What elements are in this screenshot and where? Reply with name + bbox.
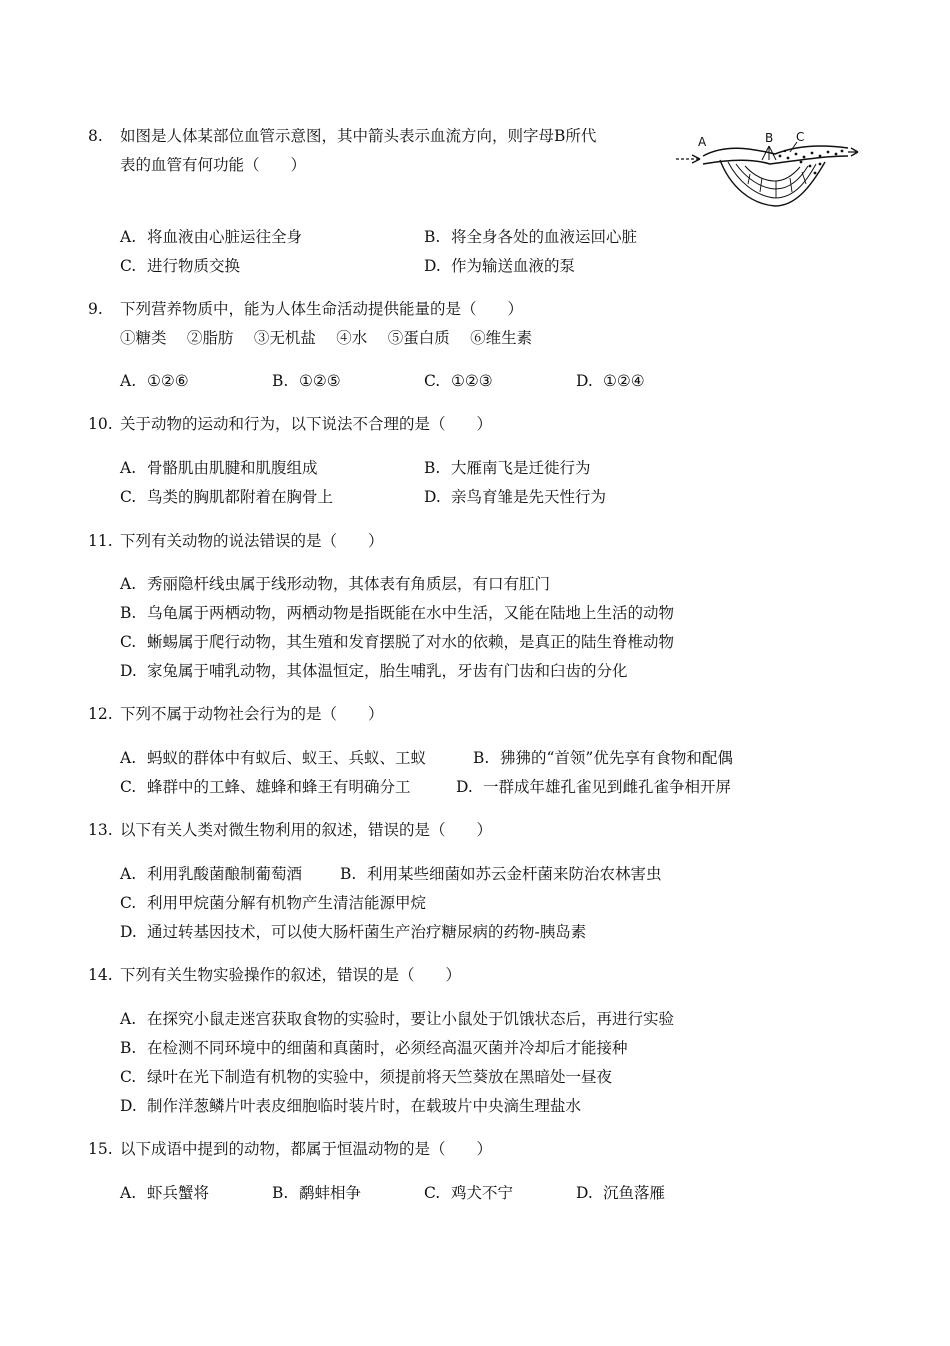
option-a[interactable]: A. 将血液由心脏运往全身 bbox=[120, 228, 303, 246]
option-d[interactable]: D. 作为输送血液的泵 bbox=[424, 257, 576, 275]
question-14 bbox=[88, 965, 461, 985]
option-d[interactable]: D. 通过转基因技术，可以使大肠杆菌生产治疗糖尿病的药物-胰岛素 bbox=[120, 923, 587, 941]
question-number: 11. bbox=[88, 532, 113, 550]
option-a[interactable]: A. 蚂蚁的群体中有蚁后、蚁王、兵蚁、工蚁 bbox=[120, 749, 427, 767]
option-c[interactable]: C. ①②③ bbox=[424, 372, 493, 390]
option-a[interactable]: A. 在探究小鼠走迷宫获取食物的实验时，要让小鼠处于饥饿状态后，再进行实验 bbox=[120, 1010, 675, 1028]
question-number: 8. bbox=[88, 127, 103, 145]
question-choices-list: ①糖类 ②脂肪 ③无机盐 ④水 ⑤蛋白质 ⑥维生素 bbox=[120, 329, 533, 347]
option-d[interactable]: D. ①②④ bbox=[576, 372, 645, 390]
option-c[interactable]: C. 进行物质交换 bbox=[120, 257, 241, 275]
option-b[interactable]: B. 乌龟属于两栖动物，两栖动物是指既能在水中生活，又能在陆地上生活的动物 bbox=[120, 604, 675, 622]
option-a[interactable]: A. 秀丽隐杆线虫属于线形动物，其体表有角质层，有口有肛门 bbox=[120, 575, 551, 593]
option-d[interactable]: D. 沉鱼落雁 bbox=[576, 1184, 666, 1202]
question-stem: 下列有关动物的说法错误的是（ ） bbox=[120, 532, 384, 550]
question-13 bbox=[88, 820, 492, 840]
option-b[interactable]: B. 将全身各处的血液运回心脏 bbox=[424, 228, 638, 246]
option-c[interactable]: C. 蜂群中的工蜂、雄蜂和蜂王有明确分工 bbox=[120, 778, 411, 796]
question-10 bbox=[88, 414, 492, 434]
option-c[interactable]: C. 绿叶在光下制造有机物的实验中，须提前将天竺葵放在黑暗处一昼夜 bbox=[120, 1068, 613, 1086]
option-c[interactable]: C. 鸡犬不宁 bbox=[424, 1184, 514, 1202]
question-number: 10. bbox=[88, 415, 113, 433]
option-a[interactable]: A. ①②⑥ bbox=[120, 372, 189, 390]
option-c[interactable]: C. 利用甲烷菌分解有机物产生清洁能源甲烷 bbox=[120, 894, 427, 912]
question-stem: 下列有关生物实验操作的叙述，错误的是（ ） bbox=[120, 966, 462, 984]
question-number: 9. bbox=[88, 300, 103, 318]
question-stem: 如图是人体某部位血管示意图，其中箭头表示血流方向，则字母B所代 bbox=[120, 127, 597, 145]
option-b[interactable]: B. 狒狒的“首领”优先享有食物和配偶 bbox=[473, 749, 733, 767]
question-stem: 关于动物的运动和行为，以下说法不合理的是（ ） bbox=[120, 415, 493, 433]
label-a: A bbox=[698, 135, 707, 149]
option-d[interactable]: D. 一群成年雄孔雀见到雌孔雀争相开屏 bbox=[456, 778, 732, 796]
question-stem: 以下有关人类对微生物利用的叙述，错误的是（ ） bbox=[120, 821, 493, 839]
option-b[interactable]: B. 在检测不同环境中的细菌和真菌时，必须经高温灭菌并冷却后才能接种 bbox=[120, 1039, 628, 1057]
option-c[interactable]: C. 鸟类的胸肌都附着在胸骨上 bbox=[120, 488, 334, 506]
option-b[interactable]: B. 大雁南飞是迁徙行为 bbox=[424, 459, 591, 477]
option-d[interactable]: D. 制作洋葱鳞片叶表皮细胞临时装片时，在载玻片中央滴生理盐水 bbox=[120, 1097, 582, 1115]
option-c[interactable]: C. 蜥蜴属于爬行动物，其生殖和发育摆脱了对水的依赖，是真正的陆生脊椎动物 bbox=[120, 633, 675, 651]
option-a[interactable]: A. 虾兵蟹将 bbox=[120, 1184, 210, 1202]
question-number: 14. bbox=[88, 966, 113, 984]
label-b: B bbox=[765, 131, 774, 145]
label-c: C bbox=[796, 130, 805, 144]
blood-vessel-diagram bbox=[670, 126, 865, 212]
question-number: 15. bbox=[88, 1140, 113, 1158]
option-a[interactable]: A. 骨骼肌由肌腱和肌腹组成 bbox=[120, 459, 318, 477]
option-d[interactable]: D. 亲鸟育雏是先天性行为 bbox=[424, 488, 607, 506]
question-9 bbox=[88, 299, 523, 319]
question-stem: 以下成语中提到的动物，都属于恒温动物的是（ ） bbox=[120, 1140, 493, 1158]
question-8 bbox=[88, 126, 596, 146]
question-number: 13. bbox=[88, 821, 113, 839]
option-b[interactable]: B. ①②⑤ bbox=[272, 372, 341, 390]
question-11 bbox=[88, 531, 384, 551]
question-stem: 下列不属于动物社会行为的是（ ） bbox=[120, 705, 384, 723]
question-stem-continued: 表的血管有何功能（ ） bbox=[120, 156, 307, 174]
option-b[interactable]: B. 鹬蚌相争 bbox=[272, 1184, 362, 1202]
question-stem: 下列营养物质中，能为人体生命活动提供能量的是（ ） bbox=[120, 300, 524, 318]
option-b[interactable]: B. 利用某些细菌如苏云金杆菌来防治农林害虫 bbox=[340, 865, 662, 883]
question-15 bbox=[88, 1139, 492, 1159]
option-d[interactable]: D. 家兔属于哺乳动物，其体温恒定，胎生哺乳，牙齿有门齿和臼齿的分化 bbox=[120, 662, 628, 680]
question-number: 12. bbox=[88, 705, 113, 723]
question-12 bbox=[88, 704, 384, 724]
option-a[interactable]: A. 利用乳酸菌酿制葡萄酒 bbox=[120, 865, 303, 883]
